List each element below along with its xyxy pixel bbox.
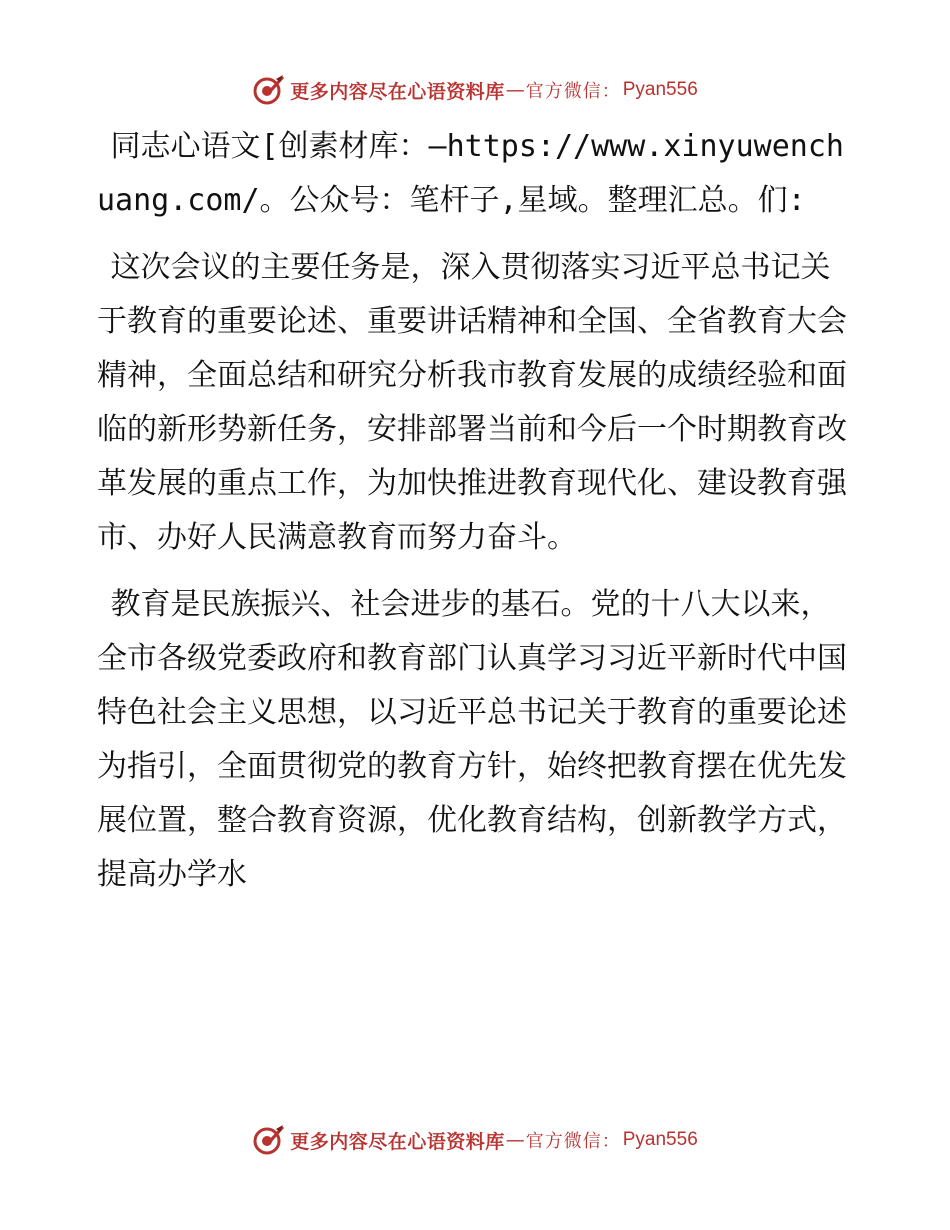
document-body: [97, 120, 857, 915]
quill-logo-icon: [252, 1123, 286, 1157]
footer-brand-text: 更多内容尽在心语资料库: [290, 1130, 505, 1153]
header-wechat-label: 官方微信：: [525, 81, 621, 102]
footer-wechat-id: Pyan556: [622, 1129, 698, 1150]
paragraph-education-foundation: 教育是民族振兴、社会进步的基石。党的十八大以来，全市各级党委政府和教育部门认真学习习近平新时代中国特色社会主义思想，以习近平总书记关于教育的重要论述为指引，全面贯彻党的教育方针，始终把教育摆在优先发展位置，整合教育资源，优化教育结构，创新教学方式，提高办学水: [97, 587, 847, 892]
footer-wechat-label: 官方微信：: [525, 1131, 621, 1152]
header-wechat-id: Pyan556: [622, 79, 698, 100]
header-dash: —: [505, 79, 525, 101]
header-banner: [0, 70, 950, 110]
header-brand-text: 更多内容尽在心语资料库: [290, 80, 505, 103]
paragraph-meeting-task: 这次会议的主要任务是，深入贯彻落实习近平总书记关于教育的重要论述、重要讲话精神和全国、全省教育大会精神，全面总结和研究分析我市教育发展的成绩经验和面临的新形势新任务，安排部署当前和今后一个时期教育改革发展的重点工作，为加快推进教育现代化、建设教育强市、办好人民满意教育而努力奋斗。: [97, 250, 847, 555]
footer-banner: [0, 1120, 950, 1160]
footer-dash: —: [505, 1129, 525, 1151]
quill-logo-icon: [252, 73, 286, 107]
paragraph-intro: 同志心语文[创素材库：—https://www.xinyuwenchuang.com/。公众号：笔杆子,星域。整理汇总。们:: [97, 129, 844, 218]
